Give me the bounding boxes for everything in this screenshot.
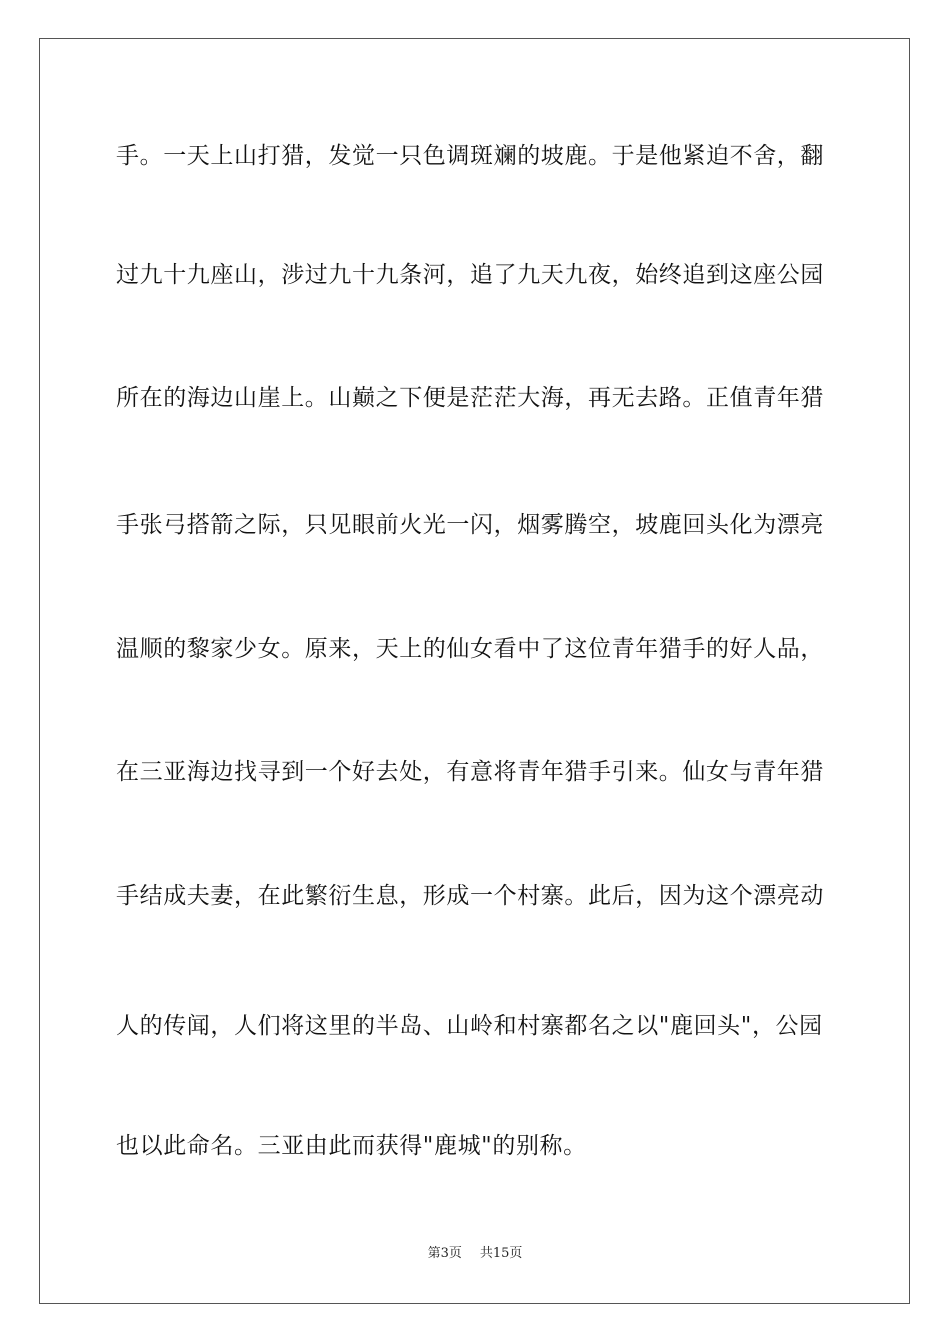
text-line: 手。一天上山打猎，发觉一只色调斑斓的坡鹿。于是他紧迫不舍，翻 (116, 143, 824, 169)
page-border (39, 38, 910, 1304)
text-line: 人的传闻，人们将这里的半岛、山岭和村寨都名之以"鹿回头"，公园 (116, 1013, 823, 1039)
total-pages: 共15页 (479, 1246, 523, 1261)
text-line: 也以此命名。三亚由此而获得"鹿城"的别称。 (116, 1133, 587, 1159)
text-line: 在三亚海边找寻到一个好去处，有意将青年猎手引来。仙女与青年猎 (116, 759, 824, 785)
text-line: 温顺的黎家少女。原来，天上的仙女看中了这位青年猎手的好人品， (116, 636, 824, 662)
page-number: 第3页 (427, 1246, 462, 1261)
text-line: 所在的海边山崖上。山巅之下便是茫茫大海，再无去路。正值青年猎 (116, 385, 824, 411)
text-line: 手张弓搭箭之际，只见眼前火光一闪，烟雾腾空，坡鹿回头化为漂亮 (116, 512, 824, 538)
text-line: 手结成夫妻，在此繁衍生息，形成一个村寨。此后，因为这个漂亮动 (116, 883, 824, 909)
page-footer (0, 1246, 950, 1262)
text-line: 过九十九座山，涉过九十九条河，追了九天九夜，始终追到这座公园 (116, 262, 824, 288)
